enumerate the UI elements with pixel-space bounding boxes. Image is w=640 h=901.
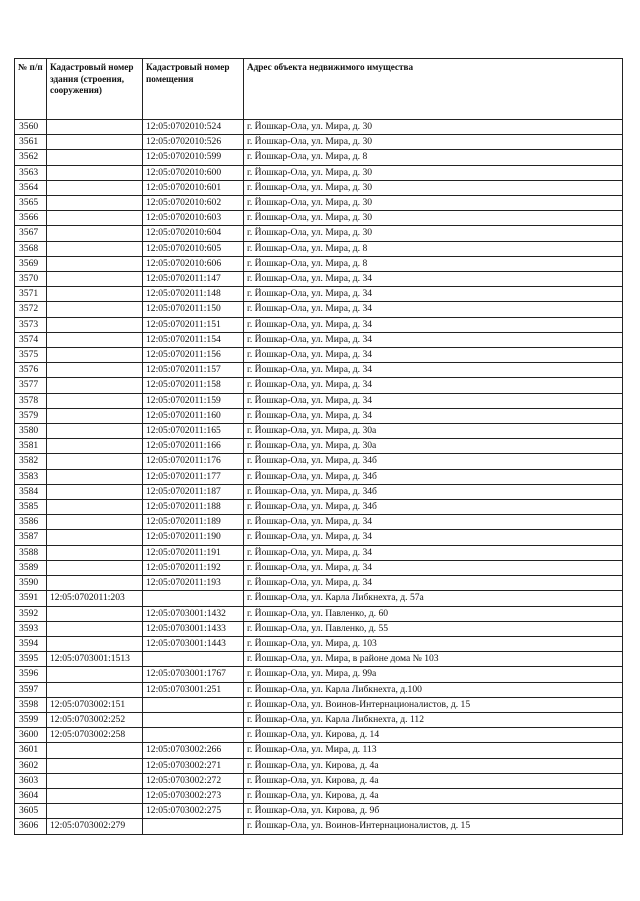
cell-building-cadastral (47, 530, 143, 545)
table-row (15, 332, 623, 347)
cell-num: 3567 (15, 226, 47, 241)
cell-address: г. Йошкар-Ола, ул. Мира, д. 30 (244, 135, 623, 150)
cell-room-cadastral: 12:05:0702011:188 (143, 500, 244, 515)
cell-room-cadastral: 12:05:0702011:177 (143, 469, 244, 484)
table-row (15, 424, 623, 439)
table-row (15, 667, 623, 682)
cell-num: 3602 (15, 758, 47, 773)
cell-address: г. Йошкар-Ола, ул. Мира, д. 34 (244, 272, 623, 287)
cell-address: г. Йошкар-Ола, ул. Мира, д. 30 (244, 196, 623, 211)
cell-room-cadastral: 12:05:0702011:147 (143, 272, 244, 287)
table-row (15, 758, 623, 773)
header-building-cadastral: Кадастровый номер здания (строения, сооружения) (47, 59, 143, 120)
cell-num: 3564 (15, 180, 47, 195)
cell-num: 3577 (15, 378, 47, 393)
table-row (15, 120, 623, 135)
cell-room-cadastral: 12:05:0703001:1432 (143, 606, 244, 621)
cell-num: 3588 (15, 545, 47, 560)
cell-room-cadastral: 12:05:0702011:158 (143, 378, 244, 393)
cell-room-cadastral: 12:05:0702011:192 (143, 560, 244, 575)
cell-address: г. Йошкар-Ола, ул. Карла Либкнехта, д. 57а (244, 591, 623, 606)
header-room-cadastral: Кадастровый номер помещения (143, 59, 244, 120)
cell-building-cadastral: 12:05:0703001:1513 (47, 652, 143, 667)
cell-building-cadastral (47, 804, 143, 819)
cell-building-cadastral (47, 332, 143, 347)
cell-room-cadastral: 12:05:0702011:176 (143, 454, 244, 469)
cell-room-cadastral (143, 697, 244, 712)
cell-address: г. Йошкар-Ола, ул. Мира, д. 30а (244, 439, 623, 454)
cell-room-cadastral: 12:05:0702010:526 (143, 135, 244, 150)
cell-num: 3599 (15, 712, 47, 727)
cell-num: 3590 (15, 576, 47, 591)
cell-address: г. Йошкар-Ола, ул. Мира, д. 34 (244, 302, 623, 317)
table-row (15, 363, 623, 378)
cell-address: г. Йошкар-Ола, ул. Карла Либкнехта, д.100 (244, 682, 623, 697)
cell-address: г. Йошкар-Ола, ул. Кирова, д. 4а (244, 758, 623, 773)
cell-building-cadastral (47, 743, 143, 758)
cell-room-cadastral: 12:05:0702011:151 (143, 317, 244, 332)
cell-address: г. Йошкар-Ола, ул. Кирова, д. 14 (244, 728, 623, 743)
cell-num: 3560 (15, 120, 47, 135)
cell-address: г. Йошкар-Ола, ул. Мира, д. 34 (244, 515, 623, 530)
cell-building-cadastral (47, 408, 143, 423)
cell-address: г. Йошкар-Ола, ул. Мира, д. 34 (244, 530, 623, 545)
cell-building-cadastral (47, 272, 143, 287)
cell-building-cadastral (47, 196, 143, 211)
table-row (15, 317, 623, 332)
table-row (15, 272, 623, 287)
cell-address: г. Йошкар-Ола, ул. Мира, д. 34б (244, 454, 623, 469)
table-row (15, 393, 623, 408)
cell-num: 3565 (15, 196, 47, 211)
table-row (15, 408, 623, 423)
cell-address: г. Йошкар-Ола, ул. Мира, д. 34б (244, 484, 623, 499)
cell-room-cadastral: 12:05:0703001:1443 (143, 636, 244, 651)
cell-address: г. Йошкар-Ола, ул. Мира, д. 34 (244, 576, 623, 591)
cell-num: 3568 (15, 241, 47, 256)
cell-building-cadastral (47, 393, 143, 408)
cell-address: г. Йошкар-Ола, ул. Мира, в районе дома № 103 (244, 652, 623, 667)
cell-address: г. Йошкар-Ола, ул. Воинов-Интернационалистов, д. 15 (244, 697, 623, 712)
cell-building-cadastral (47, 758, 143, 773)
cell-address: г. Йошкар-Ола, ул. Кирова, д. 9б (244, 804, 623, 819)
cell-address: г. Йошкар-Ола, ул. Мира, д. 34 (244, 363, 623, 378)
cell-building-cadastral (47, 348, 143, 363)
table-row (15, 652, 623, 667)
cell-room-cadastral: 12:05:0702010:604 (143, 226, 244, 241)
cell-address: г. Йошкар-Ола, ул. Мира, д. 8 (244, 241, 623, 256)
cell-address: г. Йошкар-Ола, ул. Мира, д. 34 (244, 560, 623, 575)
cell-building-cadastral (47, 560, 143, 575)
cell-room-cadastral: 12:05:0702010:524 (143, 120, 244, 135)
cell-building-cadastral (47, 484, 143, 499)
cell-building-cadastral (47, 226, 143, 241)
cell-building-cadastral (47, 606, 143, 621)
table-row (15, 636, 623, 651)
cell-room-cadastral: 12:05:0702010:603 (143, 211, 244, 226)
cell-address: г. Йошкар-Ола, ул. Кирова, д. 4а (244, 773, 623, 788)
cell-room-cadastral: 12:05:0703001:1433 (143, 621, 244, 636)
cell-room-cadastral: 12:05:0702011:154 (143, 332, 244, 347)
cell-building-cadastral (47, 515, 143, 530)
cell-address: г. Йошкар-Ола, ул. Мира, д. 103 (244, 636, 623, 651)
table-row (15, 302, 623, 317)
cell-address: г. Йошкар-Ола, ул. Мира, д. 34 (244, 408, 623, 423)
cell-building-cadastral (47, 545, 143, 560)
cell-address: г. Йошкар-Ола, ул. Мира, д. 34 (244, 393, 623, 408)
cell-room-cadastral: 12:05:0703001:251 (143, 682, 244, 697)
header-address: Адрес объекта недвижимого имущества (244, 59, 623, 120)
cell-num: 3586 (15, 515, 47, 530)
table-row (15, 576, 623, 591)
cell-num: 3603 (15, 773, 47, 788)
cell-num: 3580 (15, 424, 47, 439)
cell-num: 3561 (15, 135, 47, 150)
cell-num: 3562 (15, 150, 47, 165)
table-row (15, 819, 623, 834)
cell-building-cadastral (47, 363, 143, 378)
table-row (15, 241, 623, 256)
cell-room-cadastral: 12:05:0702011:148 (143, 287, 244, 302)
table-row (15, 150, 623, 165)
cell-num: 3593 (15, 621, 47, 636)
cell-room-cadastral: 12:05:0703002:272 (143, 773, 244, 788)
cell-num: 3579 (15, 408, 47, 423)
cell-room-cadastral: 12:05:0702011:190 (143, 530, 244, 545)
cell-num: 3591 (15, 591, 47, 606)
cell-room-cadastral (143, 728, 244, 743)
cell-address: г. Йошкар-Ола, ул. Мира, д. 30 (244, 165, 623, 180)
cell-building-cadastral (47, 773, 143, 788)
cell-room-cadastral: 12:05:0702010:602 (143, 196, 244, 211)
table-row (15, 743, 623, 758)
table-row (15, 773, 623, 788)
cell-room-cadastral: 12:05:0702010:606 (143, 256, 244, 271)
cell-num: 3606 (15, 819, 47, 834)
table-row (15, 545, 623, 560)
cell-building-cadastral: 12:05:0703002:279 (47, 819, 143, 834)
cell-address: г. Йошкар-Ола, ул. Мира, д. 30 (244, 120, 623, 135)
cell-address: г. Йошкар-Ола, ул. Воинов-Интернационалистов, д. 15 (244, 819, 623, 834)
cell-address: г. Йошкар-Ола, ул. Мира, д. 113 (244, 743, 623, 758)
cell-room-cadastral: 12:05:0702011:156 (143, 348, 244, 363)
cell-room-cadastral (143, 652, 244, 667)
cell-num: 3587 (15, 530, 47, 545)
cell-address: г. Йошкар-Ола, ул. Мира, д. 34б (244, 469, 623, 484)
table-row (15, 484, 623, 499)
cell-building-cadastral (47, 788, 143, 803)
cell-num: 3573 (15, 317, 47, 332)
table-row (15, 469, 623, 484)
cell-room-cadastral: 12:05:0702011:157 (143, 363, 244, 378)
table-row (15, 500, 623, 515)
table-row (15, 788, 623, 803)
cell-address: г. Йошкар-Ола, ул. Мира, д. 34 (244, 348, 623, 363)
cell-room-cadastral: 12:05:0702011:159 (143, 393, 244, 408)
table-row (15, 211, 623, 226)
cell-num: 3594 (15, 636, 47, 651)
cell-num: 3592 (15, 606, 47, 621)
cell-building-cadastral: 12:05:0703002:252 (47, 712, 143, 727)
table-row (15, 287, 623, 302)
cell-building-cadastral (47, 241, 143, 256)
table-row (15, 165, 623, 180)
cell-building-cadastral (47, 636, 143, 651)
cell-num: 3585 (15, 500, 47, 515)
cell-room-cadastral: 12:05:0702011:160 (143, 408, 244, 423)
table-row (15, 196, 623, 211)
cell-num: 3604 (15, 788, 47, 803)
table-row (15, 226, 623, 241)
cell-num: 3574 (15, 332, 47, 347)
cell-room-cadastral: 12:05:0702010:605 (143, 241, 244, 256)
cell-room-cadastral: 12:05:0702010:599 (143, 150, 244, 165)
cell-num: 3598 (15, 697, 47, 712)
cell-num: 3605 (15, 804, 47, 819)
table-row (15, 454, 623, 469)
cell-num: 3596 (15, 667, 47, 682)
cell-address: г. Йошкар-Ола, ул. Мира, д. 30 (244, 180, 623, 195)
cell-address: г. Йошкар-Ола, ул. Мира, д. 30 (244, 226, 623, 241)
table-row (15, 697, 623, 712)
cell-num: 3597 (15, 682, 47, 697)
cell-building-cadastral (47, 439, 143, 454)
header-num: № п/п (15, 59, 47, 120)
cell-building-cadastral (47, 378, 143, 393)
cell-building-cadastral (47, 621, 143, 636)
cell-room-cadastral: 12:05:0702011:165 (143, 424, 244, 439)
table-header-row (15, 59, 623, 120)
table-row (15, 728, 623, 743)
cell-num: 3584 (15, 484, 47, 499)
cell-address: г. Йошкар-Ола, ул. Кирова, д. 4а (244, 788, 623, 803)
cell-room-cadastral: 12:05:0703002:266 (143, 743, 244, 758)
cell-room-cadastral: 12:05:0702011:166 (143, 439, 244, 454)
cell-building-cadastral (47, 256, 143, 271)
cell-num: 3578 (15, 393, 47, 408)
cell-num: 3571 (15, 287, 47, 302)
cell-room-cadastral: 12:05:0703002:275 (143, 804, 244, 819)
table-row (15, 348, 623, 363)
cell-room-cadastral: 12:05:0702011:193 (143, 576, 244, 591)
table-row (15, 621, 623, 636)
cell-building-cadastral (47, 165, 143, 180)
cell-room-cadastral: 12:05:0702011:187 (143, 484, 244, 499)
table-row (15, 591, 623, 606)
cell-num: 3589 (15, 560, 47, 575)
cell-address: г. Йошкар-Ола, ул. Павленко, д. 60 (244, 606, 623, 621)
cell-room-cadastral: 12:05:0702011:150 (143, 302, 244, 317)
cell-num: 3601 (15, 743, 47, 758)
cell-num: 3566 (15, 211, 47, 226)
cell-room-cadastral (143, 591, 244, 606)
cell-address: г. Йошкар-Ола, ул. Мира, д. 34 (244, 287, 623, 302)
cell-building-cadastral (47, 211, 143, 226)
cell-room-cadastral (143, 712, 244, 727)
table-row (15, 606, 623, 621)
cell-room-cadastral (143, 819, 244, 834)
cell-num: 3575 (15, 348, 47, 363)
cell-num: 3576 (15, 363, 47, 378)
table-row (15, 560, 623, 575)
cell-address: г. Йошкар-Ола, ул. Павленко, д. 55 (244, 621, 623, 636)
cell-building-cadastral (47, 287, 143, 302)
table-body (15, 120, 623, 835)
cell-room-cadastral: 12:05:0703002:271 (143, 758, 244, 773)
cell-address: г. Йошкар-Ола, ул. Карла Либкнехта, д. 112 (244, 712, 623, 727)
cell-address: г. Йошкар-Ола, ул. Мира, д. 34 (244, 545, 623, 560)
cell-building-cadastral (47, 469, 143, 484)
cell-building-cadastral: 12:05:0703002:151 (47, 697, 143, 712)
table-row (15, 682, 623, 697)
cell-address: г. Йошкар-Ола, ул. Мира, д. 30 (244, 211, 623, 226)
cell-building-cadastral (47, 302, 143, 317)
table-row (15, 180, 623, 195)
property-registry-table (14, 58, 623, 835)
cell-building-cadastral (47, 150, 143, 165)
cell-building-cadastral: 12:05:0703002:258 (47, 728, 143, 743)
cell-num: 3581 (15, 439, 47, 454)
registry-table-container (14, 58, 622, 835)
cell-room-cadastral: 12:05:0702011:189 (143, 515, 244, 530)
table-row (15, 804, 623, 819)
cell-building-cadastral (47, 667, 143, 682)
cell-building-cadastral (47, 120, 143, 135)
cell-building-cadastral (47, 500, 143, 515)
cell-building-cadastral (47, 424, 143, 439)
cell-building-cadastral: 12:05:0702011:203 (47, 591, 143, 606)
table-row (15, 256, 623, 271)
cell-num: 3583 (15, 469, 47, 484)
table-row (15, 712, 623, 727)
cell-building-cadastral (47, 454, 143, 469)
cell-num: 3582 (15, 454, 47, 469)
cell-room-cadastral: 12:05:0702011:191 (143, 545, 244, 560)
cell-address: г. Йошкар-Ола, ул. Мира, д. 34б (244, 500, 623, 515)
cell-num: 3570 (15, 272, 47, 287)
table-row (15, 135, 623, 150)
cell-num: 3572 (15, 302, 47, 317)
cell-address: г. Йошкар-Ола, ул. Мира, д. 99а (244, 667, 623, 682)
cell-room-cadastral: 12:05:0703001:1767 (143, 667, 244, 682)
cell-building-cadastral (47, 135, 143, 150)
cell-building-cadastral (47, 576, 143, 591)
cell-address: г. Йошкар-Ола, ул. Мира, д. 34 (244, 317, 623, 332)
cell-building-cadastral (47, 180, 143, 195)
table-row (15, 378, 623, 393)
cell-address: г. Йошкар-Ола, ул. Мира, д. 8 (244, 150, 623, 165)
cell-num: 3595 (15, 652, 47, 667)
cell-address: г. Йошкар-Ола, ул. Мира, д. 8 (244, 256, 623, 271)
cell-room-cadastral: 12:05:0702010:600 (143, 165, 244, 180)
cell-num: 3563 (15, 165, 47, 180)
cell-address: г. Йошкар-Ола, ул. Мира, д. 30а (244, 424, 623, 439)
table-row (15, 530, 623, 545)
table-row (15, 515, 623, 530)
cell-building-cadastral (47, 317, 143, 332)
cell-address: г. Йошкар-Ола, ул. Мира, д. 34 (244, 378, 623, 393)
cell-num: 3569 (15, 256, 47, 271)
cell-room-cadastral: 12:05:0702010:601 (143, 180, 244, 195)
cell-room-cadastral: 12:05:0703002:273 (143, 788, 244, 803)
cell-address: г. Йошкар-Ола, ул. Мира, д. 34 (244, 332, 623, 347)
table-row (15, 439, 623, 454)
cell-building-cadastral (47, 682, 143, 697)
cell-num: 3600 (15, 728, 47, 743)
